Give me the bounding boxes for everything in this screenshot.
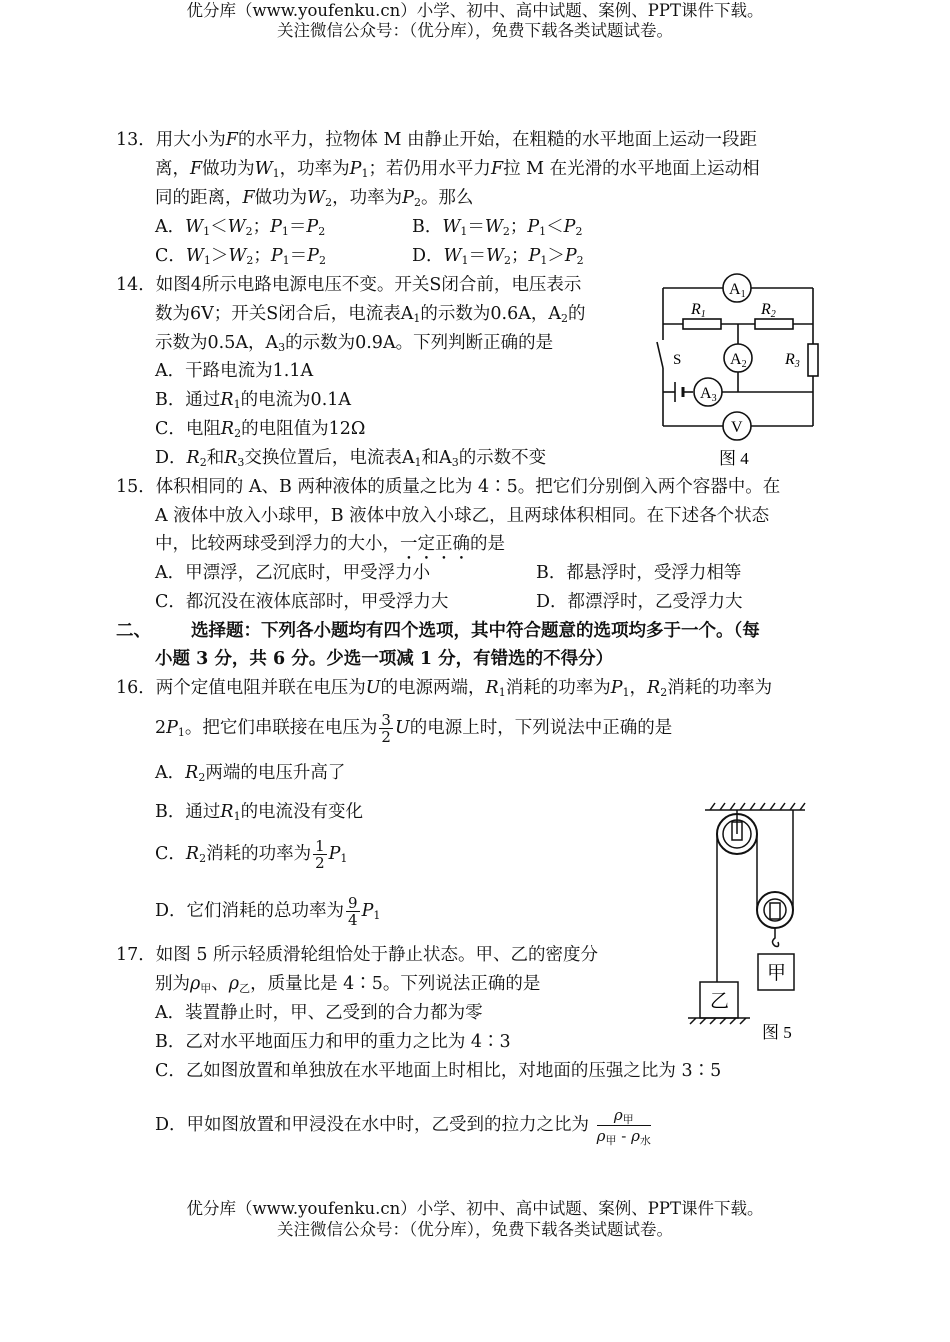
q17-option-c: C．乙如图放置和单独放在水平地面上时相比，对地面的压强之比为 3∶5: [155, 1061, 722, 1081]
section-2-line-2: 小题 3 分，共 6 分。少选一项减 1 分，有错选的不得分）: [155, 649, 614, 669]
fraction-3-2: $\frac{3}{2}$: [381, 711, 391, 746]
q16-option-d: D．它们消耗的总功率为 $\frac{9}{4}$ $P_1$: [155, 894, 381, 929]
q17-line-1: 17．如图 5 所示轻质滑轮组恰处于静止状态。甲、乙的密度分: [116, 945, 599, 965]
resistor-r1-label: R1: [691, 301, 706, 320]
q17-option-a: A．装置静止时，甲、乙受到的合力都为零: [155, 1003, 483, 1023]
q17-option-b: B．乙对水平地面压力和甲的重力之比为 4∶3: [155, 1032, 511, 1052]
resistor-r2-label: R2: [761, 301, 776, 320]
ammeter-a1-label: A1: [729, 281, 746, 300]
q15-line-1: 15．体积相同的 A、B 两种液体的质量之比为 4∶5。把它们分别倒入两个容器中。在: [116, 477, 781, 497]
block-jia-label: 甲: [767, 963, 787, 984]
q14-option-b: B．通过$R_1$的电流为0.1A: [155, 390, 352, 411]
q17-line-2: 别为$\rho_甲$、$\rho_乙$，质量比是 4∶5。下列说法正确的是: [155, 974, 541, 995]
figure-5-caption: 图 5: [762, 1023, 792, 1042]
q16-option-b: B．通过$R_1$的电流没有变化: [155, 802, 364, 823]
q14-option-a: A．干路电流为1.1A: [155, 361, 314, 381]
ammeter-a2-label: A2: [730, 351, 747, 370]
q13-option-b: B．$W_1=W_2$；$P_1<P_2$: [412, 217, 583, 238]
q15-option-a: A．甲漂浮，乙沉底时，甲受浮力小: [155, 563, 431, 583]
q13-line-1: 13．用大小为F的水平力，拉物体 M 由静止开始，在粗糙的水平地面上运动一段距: [116, 130, 757, 150]
q14-line-3: 示数为0.5A，$A_3$的示数为0.9A。下列判断正确的是: [155, 333, 554, 354]
q13-line-3: 同的距离，F做功为$W_2$，功率为$P_2$。那么: [155, 188, 474, 209]
voltmeter-label: V: [731, 419, 743, 436]
ammeter-a3-label: A3: [700, 385, 717, 404]
figure-4-caption: 图 4: [719, 449, 749, 468]
header-line-1: 优分库（www.youfenku.cn）小学、初中、高中试题、案例、PPT课件下载。: [186, 1, 764, 20]
q15-option-d: D．都漂浮时，乙受浮力大: [536, 592, 743, 612]
q14-line-2: 数为6V；开关S闭合后，电流表$A_1$的示数为0.6A，$A_2$的: [155, 304, 586, 325]
q14-line-1: 14．如图4所示电路电源电压不变。开关S闭合前，电压表示: [116, 275, 582, 295]
switch-label: S: [673, 352, 682, 368]
q13-option-d: D．$W_1=W_2$；$P_1>P_2$: [412, 246, 584, 267]
q13-line-2: 离，F做功为$W_1$，功率为$P_1$；若仍用水平力F拉 M 在光滑的水平地面上运动相: [155, 159, 760, 180]
footer-line-1: 优分库（www.youfenku.cn）小学、初中、高中试题、案例、PPT课件下载。: [186, 1199, 764, 1218]
fraction-1-2: $\frac{1}{2}$: [315, 837, 325, 872]
fraction-9-4: $\frac{9}{4}$: [348, 894, 358, 929]
q16-option-a: A．$R_2$两端的电压升高了: [155, 763, 346, 784]
q14-option-d: D．$R_2$和$R_3$交换位置后，电流表$A_1$和$A_3$的示数不变: [155, 448, 547, 469]
q16-line-2: $2P_1$。把它们串联接在电压为 $\frac{3}{2}$ U的电源上时，下列说法中正确的是: [155, 711, 673, 746]
pulley-figure-5: [680, 800, 810, 1045]
section-2-line-1: 二、 选择题：下列各小题均有四个选项，其中符合题意的选项均多于一个。（每: [116, 621, 760, 641]
q15-line-2: A 液体中放入小球甲，B 液体中放入小球乙，且两球体积相同。在下述各个状态: [155, 506, 770, 526]
footer-line-2: 关注微信公众号：（优分库），免费下载各类试题试卷。: [277, 1220, 673, 1239]
q16-option-c: C．$R_2$消耗的功率为 $\frac{1}{2}$ $P_1$: [155, 837, 348, 872]
q13-option-a: A．$W_1<W_2$；$P_1=P_2$: [155, 217, 326, 238]
q15-line-3: 中，比较两球受到浮力的大小，一定正确的是: [155, 534, 505, 554]
q15-option-b: B．都悬浮时，受浮力相等: [536, 563, 742, 583]
density-fraction: $\frac{\rho_甲}{\rho_甲 - \rho_水}$: [596, 1106, 651, 1147]
q14-option-c: C．电阻$R_2$的电阻值为12Ω: [155, 419, 366, 440]
q16-line-1: 16．两个定值电阻并联在电压为U的电源两端，$R_1$消耗的功率为$P_1$，$R_2$消耗的功率为: [116, 678, 773, 699]
circuit-figure-4: [655, 268, 830, 473]
q17-option-d: D．甲如图放置和甲浸没在水中时，乙受到的拉力之比为 $\frac{\rho_甲}{\rho_甲 - \rho_水}$: [155, 1106, 651, 1147]
q13-option-c: C．$W_1>W_2$；$P_1=P_2$: [155, 246, 326, 267]
q15-option-c: C．都沉没在液体底部时，甲受浮力大: [155, 592, 449, 612]
resistor-r3-label: R3: [785, 351, 800, 370]
header-line-2: 关注微信公众号：（优分库），免费下载各类试题试卷。: [277, 21, 673, 40]
block-yi-label: 乙: [710, 991, 730, 1012]
